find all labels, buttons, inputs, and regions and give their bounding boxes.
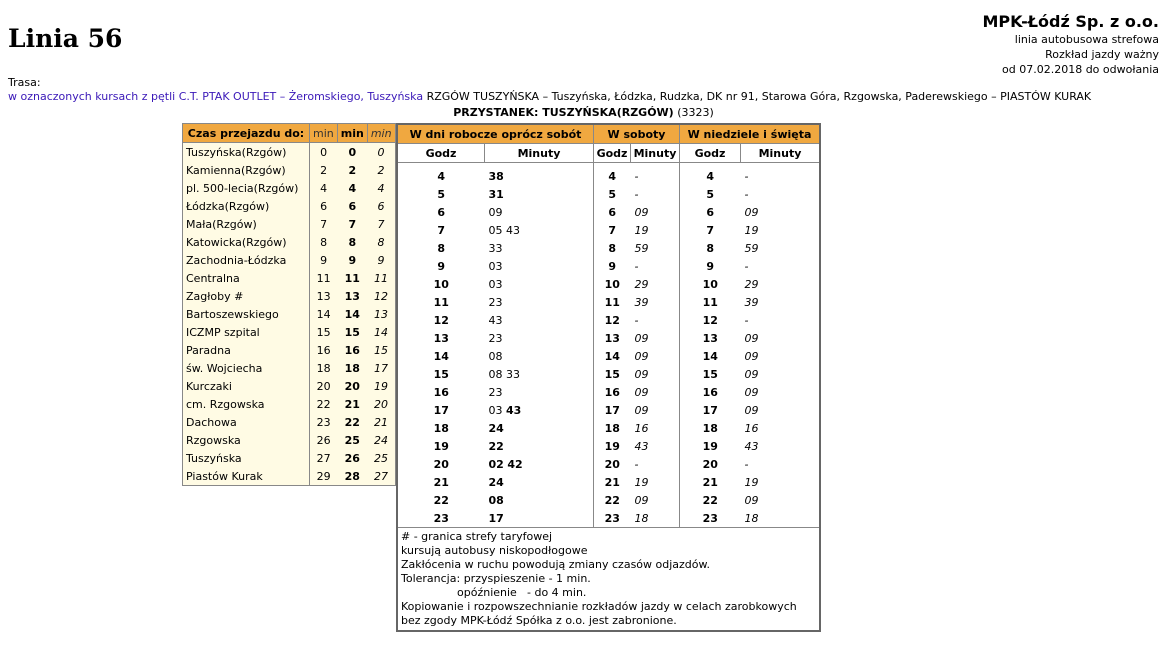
saturday-hour: 11 xyxy=(604,295,620,309)
note-tolerance xyxy=(401,572,816,586)
min-value-3: 21 xyxy=(373,415,388,429)
departure-row xyxy=(397,275,820,293)
min-value-1: 9 xyxy=(320,253,328,267)
sunday-hour: 11 xyxy=(702,295,718,309)
weekday-minute: 08 xyxy=(488,493,504,507)
sunday-hour: 9 xyxy=(706,259,715,273)
min-value-2: 21 xyxy=(344,397,360,411)
min-value-3: 7 xyxy=(377,217,385,231)
saturday-minutes: 19 xyxy=(631,221,680,239)
weekday-minute: 24 xyxy=(488,421,504,435)
weekday-hour: 8 xyxy=(437,241,446,255)
saturday-minutes: 09 xyxy=(631,365,680,383)
weekday-minute: 05 xyxy=(488,223,503,237)
sunday-hour: 14 xyxy=(702,349,718,363)
route-text: RZGÓW TUSZYŃSKA – Tuszyńska, Łódzka, Rudzka, DK nr 91, Starowa Góra, Rzgowska, Paderewskiego – PIASTÓW KURAK xyxy=(423,90,1092,103)
weekday-hour: 19 xyxy=(433,439,449,453)
departure-row xyxy=(397,221,820,239)
stop-code: (3323) xyxy=(677,106,714,119)
weekday-hour: 15 xyxy=(433,367,449,381)
min-value-2: 26 xyxy=(344,451,360,465)
min-value-1: 7 xyxy=(320,217,328,231)
company-name: MPK-Łódź Sp. z o.o. xyxy=(982,12,1159,31)
weekday-minutes xyxy=(485,455,594,473)
saturday-minutes: - xyxy=(631,163,680,186)
min-value-1: 23 xyxy=(316,415,331,429)
company-info xyxy=(982,12,1159,77)
tolerance-late: - do 4 min. xyxy=(527,586,587,599)
weekday-minute: 22 xyxy=(488,439,504,453)
weekday-hour: 5 xyxy=(437,187,446,201)
saturday-hour: 18 xyxy=(604,421,620,435)
tolerance-label: Tolerancja: xyxy=(401,572,461,585)
weekday-minute: 33 xyxy=(488,241,503,255)
min-value-2: 16 xyxy=(344,343,360,357)
weekday-hour: 14 xyxy=(433,349,449,363)
note-disruption: Zakłócenia w ruchu powodują zmiany czasów odjazdów. xyxy=(401,558,711,571)
stop-name-cell: Katowicka(Rzgów) xyxy=(183,233,310,251)
min-value-3: 12 xyxy=(373,289,388,303)
sunday-hour: 4 xyxy=(706,169,715,183)
page-title: Linia 56 xyxy=(8,24,123,53)
departure-row xyxy=(397,293,820,311)
saturday-minutes: - xyxy=(631,455,680,473)
saturday-hour: 22 xyxy=(604,493,620,507)
departure-row xyxy=(397,509,820,528)
sunday-minutes: 09 xyxy=(744,367,759,381)
travel-row xyxy=(183,341,396,359)
weekday-minute: 23 xyxy=(488,295,503,309)
departure-row xyxy=(397,311,820,329)
weekday-minute: 31 xyxy=(488,187,504,201)
saturday-hour: 19 xyxy=(604,439,620,453)
note-tolerance-late xyxy=(401,586,816,600)
saturday-hour: 17 xyxy=(604,403,620,417)
departure-row xyxy=(397,239,820,257)
min-value-2: 14 xyxy=(344,307,360,321)
weekday-hour: 16 xyxy=(433,385,449,399)
min-col-1: min xyxy=(310,124,338,143)
saturday-minutes: - xyxy=(631,311,680,329)
min-value-3: 6 xyxy=(377,199,385,213)
sunday-minutes: 09 xyxy=(744,385,759,399)
stop-name-cell: św. Wojciecha xyxy=(183,359,310,377)
sunday-minutes: 09 xyxy=(744,349,759,363)
weekday-minute: 43 xyxy=(506,403,522,417)
min-value-2: 28 xyxy=(344,469,360,483)
weekday-minutes xyxy=(485,257,594,275)
weekday-minute: 03 xyxy=(488,403,503,417)
saturday-hour: 4 xyxy=(608,169,617,183)
weekday-hour: 20 xyxy=(433,457,449,471)
departure-row xyxy=(397,329,820,347)
sunday-minutes: 19 xyxy=(744,223,759,237)
departure-row xyxy=(397,491,820,509)
sunday-hour: 21 xyxy=(702,475,718,489)
min-value-1: 2 xyxy=(320,163,328,177)
sunday-hour: 13 xyxy=(702,331,718,345)
min-value-3: 0 xyxy=(377,145,385,159)
note-lowfloor: kursują autobusy niskopodłogowe xyxy=(401,544,588,557)
stop-name-cell: pl. 500-lecia(Rzgów) xyxy=(183,179,310,197)
stop-name-cell: Centralna xyxy=(183,269,310,287)
sunday-minutes: 59 xyxy=(744,241,759,255)
travel-row xyxy=(183,287,396,305)
stop-name-cell: Zachodnia-Łódzka xyxy=(183,251,310,269)
min-value-2: 22 xyxy=(344,415,360,429)
sunday-minutes: - xyxy=(744,169,749,183)
tolerance-early: przyspieszenie - 1 min. xyxy=(463,572,591,585)
min-value-3: 2 xyxy=(377,163,385,177)
min-value-1: 18 xyxy=(316,361,331,375)
weekday-hour: 4 xyxy=(437,169,446,183)
sunday-minutes: 39 xyxy=(744,295,759,309)
weekday-hour: 23 xyxy=(433,511,449,525)
min-col-2: min xyxy=(337,124,367,143)
min-value-2: 13 xyxy=(344,289,360,303)
weekday-minute: 03 xyxy=(488,277,503,291)
weekday-hour: 9 xyxy=(437,259,446,273)
saturday-minutes: 59 xyxy=(631,239,680,257)
sunday-hour: 20 xyxy=(702,457,718,471)
weekday-hour: 10 xyxy=(433,277,449,291)
stop-name-cell: ICZMP szpital xyxy=(183,323,310,341)
min-value-2: 18 xyxy=(344,361,360,375)
min-value-3: 9 xyxy=(377,253,385,267)
weekday-minute: 43 xyxy=(488,313,503,327)
sunday-minutes: - xyxy=(744,259,749,273)
travel-row xyxy=(183,359,396,377)
weekday-minute: 09 xyxy=(488,205,503,219)
travel-row xyxy=(183,269,396,287)
weekday-minute: 03 xyxy=(488,259,503,273)
travel-row xyxy=(183,413,396,431)
min-value-1: 13 xyxy=(316,289,331,303)
weekday-hour: 17 xyxy=(433,403,449,417)
line-type: linia autobusowa strefowa xyxy=(1014,33,1159,46)
weekday-minute: 24 xyxy=(488,475,504,489)
weekday-minutes xyxy=(485,473,594,491)
stop-name: PRZYSTANEK: TUSZYŃSKA(RZGÓW) xyxy=(453,106,674,119)
saturday-minutes: - xyxy=(631,185,680,203)
saturday-hour: 6 xyxy=(608,205,617,219)
travel-time-table xyxy=(182,123,396,486)
weekday-minutes xyxy=(485,509,594,528)
departure-row xyxy=(397,383,820,401)
travel-row xyxy=(183,251,396,269)
travel-row xyxy=(183,377,396,395)
sunday-hour: 8 xyxy=(706,241,715,255)
weekday-minutes xyxy=(485,311,594,329)
saturday-hour: 5 xyxy=(608,187,617,201)
travel-row xyxy=(183,143,396,162)
weekday-minute: 23 xyxy=(488,385,503,399)
weekday-minutes xyxy=(485,329,594,347)
weekday-hour: 6 xyxy=(437,205,446,219)
min-value-2: 20 xyxy=(344,379,360,393)
stop-name-cell: Łódzka(Rzgów) xyxy=(183,197,310,215)
sunday-hour: 6 xyxy=(706,205,715,219)
departure-row xyxy=(397,203,820,221)
departure-row xyxy=(397,185,820,203)
min-value-1: 15 xyxy=(316,325,331,339)
travel-row xyxy=(183,197,396,215)
min-value-2: 9 xyxy=(348,253,357,267)
weekday-minutes xyxy=(485,221,594,239)
min-value-1: 20 xyxy=(316,379,331,393)
departure-row xyxy=(397,437,820,455)
min-value-2: 11 xyxy=(344,271,360,285)
weekday-minutes xyxy=(485,163,594,186)
departure-row xyxy=(397,473,820,491)
saturday-minutes: 09 xyxy=(631,203,680,221)
min-value-3: 8 xyxy=(377,235,385,249)
min-value-3: 14 xyxy=(373,325,388,339)
notes xyxy=(397,528,820,632)
saturday-minutes: 29 xyxy=(631,275,680,293)
weekday-minute: 23 xyxy=(488,331,503,345)
saturday-hour: 7 xyxy=(608,223,617,237)
departure-table xyxy=(396,123,821,632)
weekday-godz: Godz xyxy=(397,144,485,163)
sunday-header: W niedziele i święta xyxy=(680,124,821,144)
weekday-minutes xyxy=(485,239,594,257)
sunday-minutes: 16 xyxy=(744,421,759,435)
min-value-1: 26 xyxy=(316,433,331,447)
saturday-minutes: 09 xyxy=(631,329,680,347)
min-value-3: 24 xyxy=(373,433,388,447)
min-value-1: 27 xyxy=(316,451,331,465)
min-value-3: 20 xyxy=(373,397,388,411)
min-value-2: 25 xyxy=(344,433,360,447)
weekday-hour: 13 xyxy=(433,331,449,345)
weekday-minute: 08 xyxy=(488,367,503,381)
departure-row xyxy=(397,365,820,383)
travel-row xyxy=(183,323,396,341)
departure-row xyxy=(397,455,820,473)
saturday-minutes: 19 xyxy=(631,473,680,491)
saturday-minutes: 09 xyxy=(631,491,680,509)
min-value-1: 8 xyxy=(320,235,328,249)
weekday-hour: 7 xyxy=(437,223,446,237)
sunday-hour: 5 xyxy=(706,187,715,201)
departure-row xyxy=(397,419,820,437)
min-value-2: 8 xyxy=(348,235,357,249)
travel-row xyxy=(183,467,396,486)
saturday-hour: 10 xyxy=(604,277,620,291)
stop-name-cell: Paradna xyxy=(183,341,310,359)
stop-name-cell: Tuszyńska(Rzgów) xyxy=(183,143,310,162)
weekday-minute: 17 xyxy=(488,511,504,525)
saturday-hour: 23 xyxy=(604,511,620,525)
travel-row xyxy=(183,215,396,233)
route-label: Trasa: xyxy=(8,76,41,89)
sunday-minutes: 09 xyxy=(744,205,759,219)
min-value-3: 17 xyxy=(373,361,388,375)
saturday-godz: Godz xyxy=(594,144,631,163)
min-value-3: 4 xyxy=(377,181,385,195)
sunday-hour: 15 xyxy=(702,367,718,381)
travel-row xyxy=(183,161,396,179)
min-value-1: 22 xyxy=(316,397,331,411)
weekday-minutes xyxy=(485,401,594,419)
min-col-3: min xyxy=(367,124,395,143)
min-value-1: 29 xyxy=(316,469,331,483)
departure-row xyxy=(397,401,820,419)
weekday-minuty: Minuty xyxy=(485,144,594,163)
tolerance-late-label: opóźnienie xyxy=(457,586,517,599)
min-value-1: 6 xyxy=(320,199,328,213)
valid-label: Rozkład jazdy ważny xyxy=(1045,48,1159,61)
stop-heading xyxy=(0,106,1167,119)
weekday-minutes xyxy=(485,293,594,311)
min-value-3: 13 xyxy=(373,307,388,321)
stop-name-cell: Bartoszewskiego xyxy=(183,305,310,323)
sunday-hour: 22 xyxy=(702,493,718,507)
saturday-minutes: 39 xyxy=(631,293,680,311)
sunday-hour: 23 xyxy=(702,511,718,525)
min-value-2: 6 xyxy=(348,199,357,213)
saturday-minuty: Minuty xyxy=(631,144,680,163)
saturday-minutes: 09 xyxy=(631,401,680,419)
weekday-minutes xyxy=(485,185,594,203)
weekday-hour: 21 xyxy=(433,475,449,489)
travel-row xyxy=(183,449,396,467)
sunday-minutes: 29 xyxy=(744,277,759,291)
sunday-minutes: - xyxy=(744,187,749,201)
sunday-minutes: 09 xyxy=(744,493,759,507)
stop-name-cell: Kurczaki xyxy=(183,377,310,395)
sunday-hour: 16 xyxy=(702,385,718,399)
stop-name-cell: Mała(Rzgów) xyxy=(183,215,310,233)
stop-name-cell: Zagłoby # xyxy=(183,287,310,305)
weekday-hour: 18 xyxy=(433,421,449,435)
stop-name-cell: Rzgowska xyxy=(183,431,310,449)
weekday-minutes xyxy=(485,347,594,365)
route-variant-link[interactable]: w oznaczonych kursach z pętli C.T. PTAK OUTLET – Żeromskiego, Tuszyńska xyxy=(8,90,424,103)
weekday-minutes xyxy=(485,203,594,221)
sunday-godz: Godz xyxy=(680,144,741,163)
weekday-minute: 38 xyxy=(488,169,504,183)
sunday-minutes: 43 xyxy=(744,439,759,453)
weekday-minutes xyxy=(485,419,594,437)
min-value-2: 4 xyxy=(348,181,357,195)
min-value-1: 14 xyxy=(316,307,331,321)
min-value-2: 7 xyxy=(348,217,357,231)
min-value-2: 15 xyxy=(344,325,360,339)
min-value-3: 27 xyxy=(373,469,388,483)
saturday-minutes: - xyxy=(631,257,680,275)
saturday-hour: 8 xyxy=(608,241,617,255)
weekday-minute: 43 xyxy=(506,223,520,237)
saturday-hour: 16 xyxy=(604,385,620,399)
stop-name-cell: Dachowa xyxy=(183,413,310,431)
sunday-hour: 7 xyxy=(706,223,715,237)
weekday-minutes xyxy=(485,437,594,455)
min-value-3: 15 xyxy=(373,343,388,357)
min-value-1: 11 xyxy=(316,271,331,285)
weekday-hour: 11 xyxy=(433,295,449,309)
weekday-hour: 12 xyxy=(433,313,449,327)
weekday-minute: 33 xyxy=(506,367,520,381)
sunday-hour: 12 xyxy=(702,313,718,327)
travel-row xyxy=(183,395,396,413)
min-value-2: 0 xyxy=(348,145,357,159)
travel-row xyxy=(183,305,396,323)
saturday-minutes: 18 xyxy=(631,509,680,528)
note-copyright-2: bez zgody MPK-Łódź Spółka z o.o. jest zabronione. xyxy=(401,614,677,627)
stop-name-cell: Tuszyńska xyxy=(183,449,310,467)
saturday-header: W soboty xyxy=(594,124,680,144)
departure-row xyxy=(397,257,820,275)
saturday-hour: 9 xyxy=(608,259,617,273)
valid-from: od 07.02.2018 do odwołania xyxy=(1002,63,1159,76)
travel-header: Czas przejazdu do: xyxy=(183,124,310,143)
saturday-hour: 12 xyxy=(604,313,620,327)
travel-row xyxy=(183,179,396,197)
sunday-hour: 18 xyxy=(702,421,718,435)
saturday-minutes: 16 xyxy=(631,419,680,437)
min-value-3: 11 xyxy=(373,271,388,285)
weekday-minutes xyxy=(485,275,594,293)
weekday-minute: 08 xyxy=(488,349,503,363)
note-zone: # - granica strefy taryfowej xyxy=(401,530,553,543)
departure-row xyxy=(397,163,820,186)
weekday-minute: 02 xyxy=(488,457,504,471)
saturday-minutes: 09 xyxy=(631,347,680,365)
saturday-hour: 15 xyxy=(604,367,620,381)
sunday-minutes: - xyxy=(744,457,749,471)
min-value-2: 2 xyxy=(348,163,357,177)
sunday-minuty: Minuty xyxy=(741,144,821,163)
note-copyright: Kopiowanie i rozpowszechnianie rozkładów jazdy w celach zarobkowych xyxy=(401,600,797,613)
sunday-minutes: 19 xyxy=(744,475,759,489)
min-value-3: 19 xyxy=(373,379,388,393)
sunday-hour: 19 xyxy=(702,439,718,453)
weekday-header: W dni robocze oprócz sobót xyxy=(397,124,594,144)
saturday-minutes: 09 xyxy=(631,383,680,401)
sunday-hour: 10 xyxy=(702,277,718,291)
saturday-minutes: 43 xyxy=(631,437,680,455)
route-description xyxy=(8,90,1091,103)
weekday-hour: 22 xyxy=(433,493,449,507)
sunday-hour: 17 xyxy=(702,403,718,417)
min-value-1: 16 xyxy=(316,343,331,357)
stop-name-cell: Kamienna(Rzgów) xyxy=(183,161,310,179)
departure-row xyxy=(397,347,820,365)
stop-name-cell: cm. Rzgowska xyxy=(183,395,310,413)
weekday-minutes xyxy=(485,365,594,383)
sunday-minutes: 09 xyxy=(744,403,759,417)
weekday-minutes xyxy=(485,491,594,509)
travel-row xyxy=(183,431,396,449)
sunday-minutes: 18 xyxy=(744,511,759,525)
weekday-minute: 42 xyxy=(507,457,523,471)
saturday-hour: 14 xyxy=(604,349,620,363)
min-value-1: 0 xyxy=(320,145,328,159)
saturday-hour: 13 xyxy=(604,331,620,345)
saturday-hour: 20 xyxy=(604,457,620,471)
sunday-minutes: 09 xyxy=(744,331,759,345)
sunday-minutes: - xyxy=(744,313,749,327)
saturday-hour: 21 xyxy=(604,475,620,489)
travel-row xyxy=(183,233,396,251)
stop-name-cell: Piastów Kurak xyxy=(183,467,310,486)
min-value-3: 25 xyxy=(373,451,388,465)
min-value-1: 4 xyxy=(320,181,328,195)
weekday-minutes xyxy=(485,383,594,401)
